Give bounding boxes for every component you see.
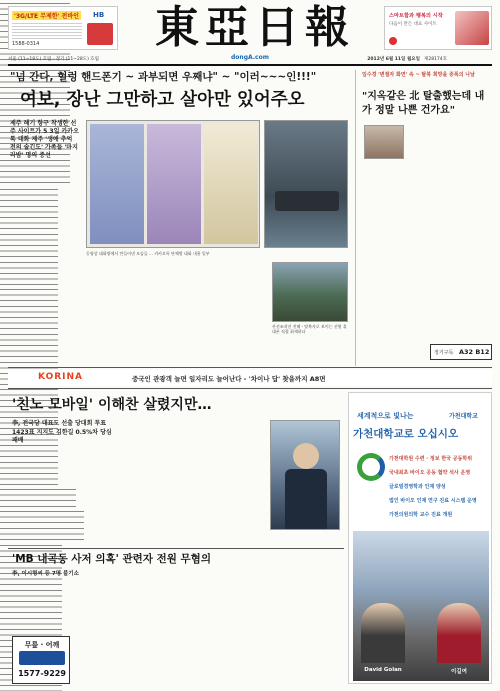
site-url[interactable]: dongA.com (231, 54, 269, 61)
side-body-a (0, 508, 84, 542)
top-kicker[interactable]: "넘 간다, 헐렁 핸드폰기 ~ 과부되면 우째냐" ~ "이러~~~인!!!" (10, 71, 317, 83)
story-body-col1 (0, 186, 58, 286)
phone-screen-2 (147, 124, 201, 244)
ad-title: 가천대학교로 오십시오 (353, 428, 459, 440)
clinic-logo (19, 651, 65, 665)
newspaper-title[interactable]: 東亞日報 (155, 2, 355, 53)
gachon-university-ad[interactable] (348, 392, 492, 684)
ad-slogan: 세계적으로 빛나는 (357, 412, 414, 420)
clinic-phone: 1577-9229 (18, 669, 66, 678)
second-deck[interactable]: 李, 전국당 대표도 선출 당대회 투표 1423표 지지도 김한길 0.5%차 당심 패배 (12, 420, 112, 444)
date-line: 2012년 6월 11일 월요일 (367, 57, 420, 62)
ad-logo-icon (389, 37, 397, 45)
ad-graphic (87, 23, 113, 45)
section-code-value: A32 B12 (459, 348, 490, 356)
chat-screenshot-photo[interactable] (86, 120, 260, 248)
photo-caption: 동영상 대화방에서 만들어낸 모습들 … 카카오톡 단체방 대화 내용 일부 (86, 251, 210, 256)
section-code-label: 정기구독 (434, 350, 454, 356)
lead-summary[interactable]: 제주 해기 항구 착생한 선주 사이트가 5 3일 카카오톡 대화 제주 '생애 추억 전의 술긴도' 가족들 '마지 라밤' 명의 증선 (10, 120, 79, 159)
ad-sub: 다음이 만든 대표 사이트 (389, 22, 437, 27)
banner-rule-bottom (8, 388, 492, 389)
ship-shape (275, 191, 339, 211)
column-divider (355, 70, 356, 366)
ad-phone: 1588-0314 (12, 41, 40, 47)
politician-photo[interactable] (270, 420, 340, 530)
section-code-box[interactable] (430, 344, 492, 360)
banner-text: 중국인 관광객 늘면 일자리도 늘어난다 - '차이나 답' 찾을까지 A8면 (132, 375, 326, 383)
sub-section-rule (8, 548, 344, 549)
scenery-caption: 산선조작선 진해 - 탈북자로 보이는 선원 휴대폰 직접 취재하다 (272, 324, 347, 334)
clinic-ad-title: 무릎 · 어깨 (24, 641, 60, 649)
ad-label: 스마트함과 행복의 시작 (389, 13, 443, 19)
phone-screen-3 (204, 124, 258, 244)
story-body-col4 (0, 486, 76, 508)
ad-line-3: 글로벌경영학과 인재 양성 (389, 484, 446, 490)
second-headline[interactable]: '친노 모바일' 이해찬 살렸지만… (12, 397, 212, 413)
person2-photo (437, 603, 481, 663)
person-silhouette (293, 443, 319, 469)
ad-line-5: 가천의원의학 교수 진료 개원 (389, 512, 453, 518)
issue-line: 제28174호 (424, 57, 448, 62)
phone-screen-1 (90, 124, 144, 244)
side-kicker[interactable]: 임수경 '변절자 화면' 속 ~ 탈북 희망을 증폭의 나날 (362, 72, 475, 78)
top-headline[interactable]: 여보, 장난 그만하고 살아만 있어주오 (20, 90, 305, 110)
ad-logo-mark (357, 453, 385, 481)
korina-banner[interactable] (8, 370, 492, 386)
sub-deck[interactable]: 李, 이시형씨 등 7명 불기소 (12, 571, 79, 577)
person1-photo (361, 603, 405, 663)
scenery-photo[interactable] (272, 262, 348, 322)
banner-rule-top (8, 367, 492, 368)
clinic-ad[interactable] (12, 636, 70, 684)
person1-name: David Golan (364, 667, 402, 673)
sub-headline[interactable]: 'MB 내곡동 사저 의혹' 관련자 전원 무혐의 (12, 553, 211, 565)
ad-line-1: 가천대학원 수련 · 정보 한국 공동학위 (389, 456, 473, 462)
ad-body (12, 21, 82, 39)
top-left-ad[interactable] (8, 6, 118, 50)
ad-logo: HB (93, 11, 105, 19)
top-right-ad[interactable] (384, 6, 492, 50)
ad-line-2: 국내최초 바이오 공동 협약 석사 운영 (389, 470, 471, 476)
side-headline[interactable]: "지옥같은 北 탈출했는데 내가 정말 나쁜 건가요" (362, 91, 485, 116)
ad-label: '3G/LTE 무제한' 전바인 (14, 13, 79, 20)
person-body (285, 469, 327, 530)
ad-brand: 가천대학교 (449, 413, 478, 420)
side-story-photo[interactable] (364, 125, 404, 159)
ad-image (455, 11, 489, 45)
korina-logo: KORINA (38, 372, 83, 382)
ad-line-4: 법인 바이오 인재 연구 진료 시스템 운영 (389, 498, 477, 504)
masthead-rule (8, 64, 492, 66)
person2-name: 이길여 (451, 669, 467, 675)
ship-photo[interactable] (264, 120, 348, 248)
weather-line: 서울 (11~18도) 흐림 · 경기 (11~28도) 흐림 (8, 57, 99, 62)
